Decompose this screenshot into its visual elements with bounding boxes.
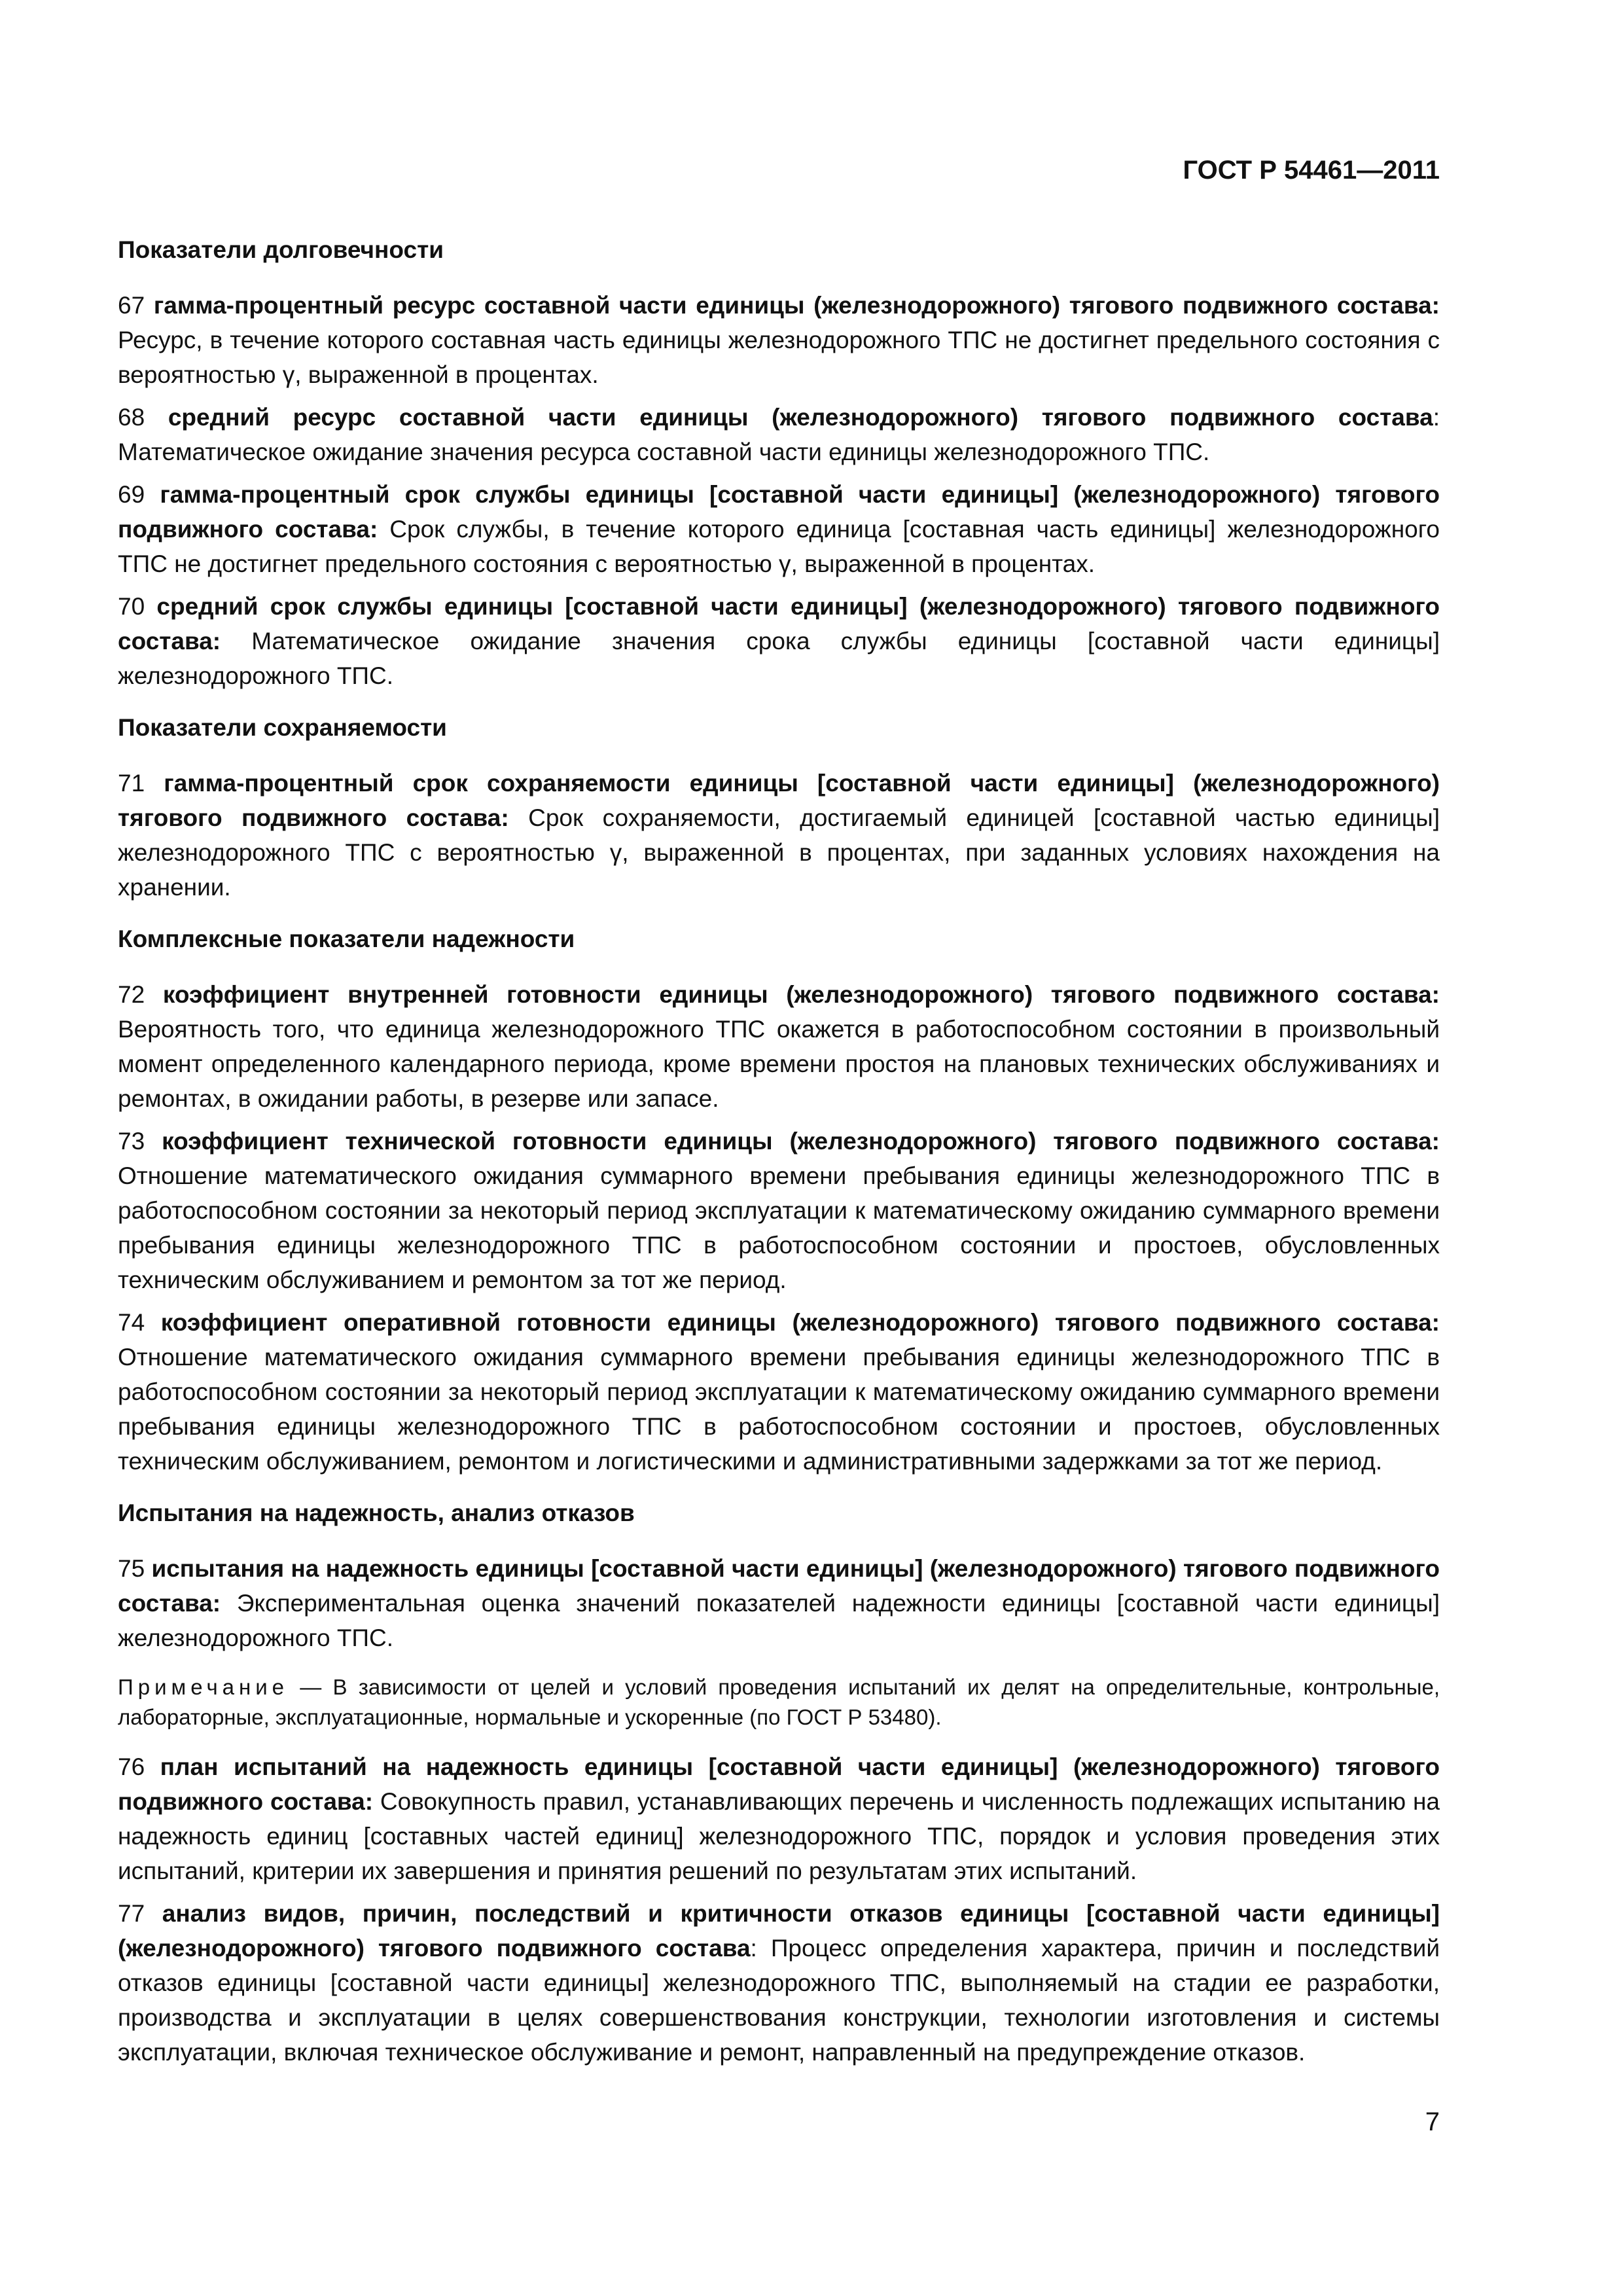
term-entry [118, 1749, 1440, 1888]
term-title: испытания на надежность единицы [составной части единицы] (железнодорожного) тягового подвижного состава: [118, 1555, 1440, 1617]
term-entry [118, 1551, 1440, 1655]
term-title: гамма-процентный срок сохраняемости единицы [составной части единицы] (железнодорожного) тягового подвижного состава: [118, 770, 1440, 831]
term-number: 75 [118, 1555, 145, 1582]
term-entry [118, 400, 1440, 469]
note-text: — В зависимости от целей и условий проведения испытаний их делят на определительные, контрольные, лабораторные, эксплуатационные, нормальные и ускоренные (по ГОСТ Р 53480). [118, 1675, 1440, 1729]
term-definition: Математическое ожидание значения срока службы единицы [составной части единицы] железнодорожного ТПС. [118, 628, 1440, 689]
term-title: коэффициент внутренней готовности единицы (железнодорожного) тягового подвижного состава: [162, 981, 1440, 1008]
term-title: средний ресурс составной части единицы (железнодорожного) тягового подвижного состава [168, 404, 1433, 431]
document-body [118, 232, 1440, 2077]
section-heading: Показатели сохраняемости [118, 714, 447, 741]
term-definition: Совокупность правил, устанавливающих перечень и численность подлежащих испытанию на надежность единиц [составных частей единиц] железнодорожного ТПС, порядок и условия проведения этих испытаний, критерии их завершения и принятия решений по результатам этих испытаний. [118, 1788, 1440, 1884]
term-number: 69 [118, 481, 145, 508]
term-definition: Отношение математического ожидания суммарного времени пребывания единицы железнодорожного ТПС в работоспособном состоянии за некоторый период эксплуатации к математическому ожиданию суммарного времени пребывания единицы железнодорожного ТПС в работоспособном состоянии и простоев, обусловленных техническим обслуживанием и ремонтом за тот же период. [118, 1162, 1440, 1293]
term-number: 73 [118, 1128, 145, 1155]
term-entry [118, 288, 1440, 392]
term-definition: Экспериментальная оценка значений показателей надежности единицы [составной части единицы] железнодорожного ТПС. [118, 1590, 1440, 1651]
term-number: 74 [118, 1309, 145, 1336]
term-number: 77 [118, 1900, 145, 1927]
term-definition: Отношение математического ожидания суммарного времени пребывания единицы железнодорожного ТПС в работоспособном состоянии за некоторый период эксплуатации к математическому ожиданию суммарного времени пребывания единицы железнодорожного ТПС в работоспособном состоянии и простоев, обусловленных техническим обслуживанием, ремонтом и логистическими и административными задержками за тот же период. [118, 1344, 1440, 1475]
term-number: 67 [118, 292, 145, 319]
term-entry [118, 1896, 1440, 2070]
term-number: 71 [118, 770, 145, 797]
term-entry [118, 1124, 1440, 1297]
term-title: коэффициент технической готовности единицы (железнодорожного) тягового подвижного состава: [162, 1128, 1440, 1155]
term-title: план испытаний на надежность единицы [составной части единицы] (железнодорожного) тягового подвижного состава: [118, 1753, 1440, 1815]
term-entry [118, 1305, 1440, 1479]
term-entry [118, 977, 1440, 1116]
term-definition: : Процесс определения характера, причин и последствий отказов единицы [составной части единицы] железнодорожного ТПС, выполняемый на стадии ее разработки, производства и эксплуатации в целях совершенствования конструкции, технологии изготовления и системы эксплуатации, включая техническое обслуживание и ремонт, направленный на предупреждение отказов. [118, 1935, 1440, 2066]
page-number: 7 [1425, 2108, 1440, 2136]
term-entry [118, 477, 1440, 581]
section-heading: Испытания на надежность, анализ отказов [118, 1499, 635, 1526]
section-heading: Показатели долговечности [118, 236, 444, 263]
document-header: ГОСТ Р 54461—2011 [1183, 156, 1440, 185]
term-number: 70 [118, 593, 145, 620]
term-title: анализ видов, причин, последствий и критичности отказов единицы [составной части единицы] (железнодорожного) тягового подвижного состава [118, 1900, 1440, 1962]
note-label: Примечание [118, 1675, 289, 1699]
term-definition: Вероятность того, что единица железнодорожного ТПС окажется в работоспособном состоянии в произвольный момент определенного календарного периода, кроме времени простоя на плановых технических обслуживаниях и ремонтах, в ожидании работы, в резерве или запасе. [118, 1016, 1440, 1112]
term-definition: Срок службы, в течение которого единица [составная часть единицы] железнодорожного ТПС не достигнет предельного состояния с вероятностью γ, выраженной в процентах. [118, 516, 1440, 577]
term-entry [118, 766, 1440, 905]
term-number: 76 [118, 1753, 145, 1780]
term-title: коэффициент оперативной готовности единицы (железнодорожного) тягового подвижного состава: [160, 1309, 1440, 1336]
term-title: средний срок службы единицы [составной части единицы] (железнодорожного) тягового подвижного состава: [118, 593, 1440, 655]
term-number: 72 [118, 981, 145, 1008]
term-number: 68 [118, 404, 145, 431]
section-heading: Комплексные показатели надежности [118, 925, 575, 952]
term-definition: Срок сохраняемости, достигаемый единицей [составной частью единицы] железнодорожного ТПС с вероятностью γ, выраженной в процентах, при заданных условиях нахождения на хранении. [118, 804, 1440, 901]
term-definition: : Математическое ожидание значения ресурса составной части единицы железнодорожного ТПС. [118, 404, 1440, 465]
note [118, 1672, 1440, 1732]
term-title: гамма-процентный срок службы единицы [составной части единицы] (железнодорожного) тягового подвижного состава: [118, 481, 1440, 543]
term-title: гамма-процентный ресурс составной части единицы (железнодорожного) тягового подвижного состава: [153, 292, 1440, 319]
term-definition: Ресурс, в течение которого составная часть единицы железнодорожного ТПС не достигнет предельного состояния с вероятностью γ, выраженной в процентах. [118, 327, 1440, 388]
term-entry [118, 589, 1440, 693]
